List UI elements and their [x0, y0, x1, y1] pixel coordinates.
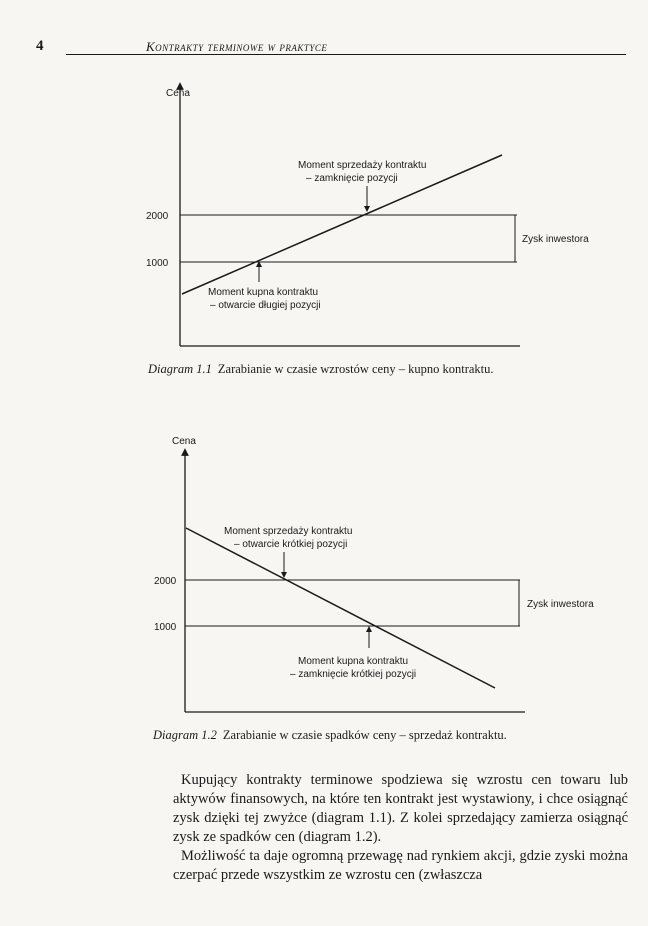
tick-label-2000: 2000 [146, 211, 169, 222]
y-axis-label: Cena [166, 88, 190, 99]
caption-number: Diagram 1.2 [153, 728, 217, 742]
paragraph-1: Kupujący kontrakty terminowe spodziewa się wzrostu cen towaru lub aktywów finansowych, na które ten kontrakt jest wystawiony, i chce osiągnąć zysk dzięki tej zwyżce (diagram 1.1). Z kolei sprzedający zamierza osiągnąć zysk ze spadków cen (diagram 1.2). [173, 772, 628, 845]
annotation-sell-moment: Moment sprzedaży kontraktu [224, 526, 353, 537]
body-text [173, 771, 628, 885]
caption-number: Diagram 1.1 [148, 362, 212, 376]
tick-label-2000: 2000 [154, 576, 177, 587]
profit-label: Zysk inwestora [527, 599, 594, 610]
annotation-sell-moment: Moment sprzedaży kontraktu [298, 160, 427, 171]
annotation-buy-moment: Moment kupna kontraktu [208, 287, 319, 298]
profit-bracket [513, 580, 519, 626]
annotation-sell-moment-2: – zamknięcie pozycji [306, 173, 398, 184]
tick-label-1000: 1000 [146, 258, 169, 269]
annotation-buy-moment-2: – zamknięcie krótkiej pozycji [290, 669, 417, 680]
annotation-buy-moment: Moment kupna kontraktu [298, 656, 409, 667]
y-axis-label: Cena [172, 436, 196, 447]
page-number: 4 [36, 38, 44, 54]
profit-label: Zysk inwestora [522, 234, 589, 245]
tick-label-1000: 1000 [154, 622, 177, 633]
caption-text: Zarabianie w czasie wzrostów ceny – kupno kontraktu. [217, 362, 494, 376]
paragraph-2: Możliwość ta daje ogromną przewagę nad rynkiem akcji, gdzie zyski można czerpać przede wszystkim ze wzrostu cen (zwłaszcza [173, 848, 628, 883]
annotation-buy-moment-2: – otwarcie długiej pozycji [210, 300, 321, 311]
annotation-sell-moment-2: – otwarcie krótkiej pozycji [234, 539, 348, 550]
running-title: Kontrakty terminowe w praktyce [146, 39, 328, 54]
diagram-1-2-caption [153, 728, 507, 743]
caption-text: Zarabianie w czasie spadków ceny – sprzedaż kontraktu. [222, 728, 507, 742]
